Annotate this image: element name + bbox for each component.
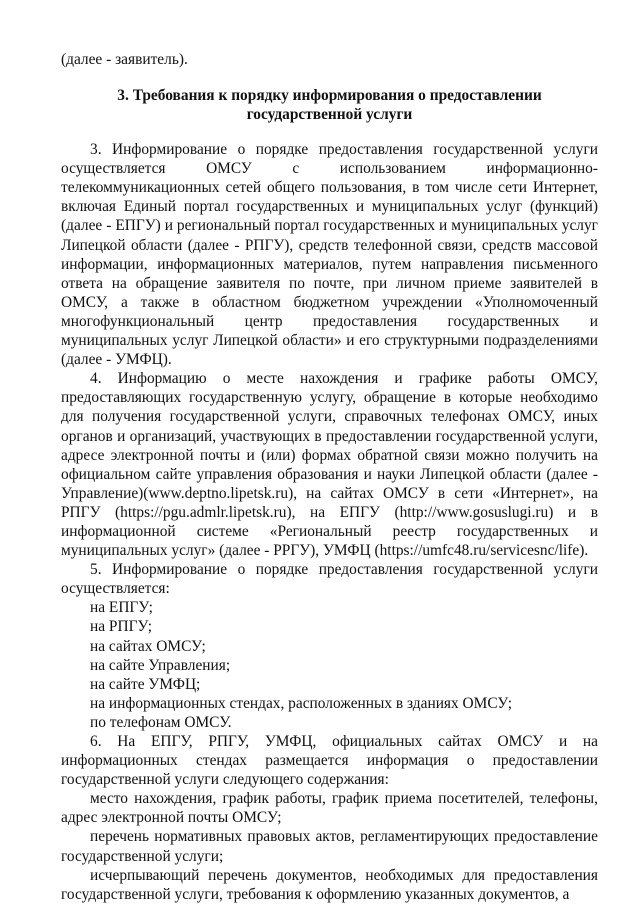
- list-item: на сайте Управления;: [90, 656, 231, 674]
- document-body: [61, 50, 598, 904]
- paragraph-5: 5. Информирование о порядке предоставления государственной услуги осуществляется:: [61, 561, 598, 598]
- list-item: на сайтах ОМСУ;: [90, 637, 206, 655]
- list-item: исчерпывающий перечень документов, необходимых для предоставления государственной услуги, требования к оформлению указанных документов, а: [61, 866, 598, 903]
- intro-tail: (далее - заявитель).: [61, 51, 188, 68]
- paragraph-3: 3. Информирование о порядке предоставления государственной услуги осуществляется ОМСУ с использованием информационно-телекоммуникационных сетей общего пользования, в том числе сети Интернет, включая Единый портал государственных и муниципальных услуг (функций) (далее - ЕПГУ) и региональный портал государственных и муниципальных услуг Липецкой области (далее - РПГУ), средств телефонной связи, средств массовой информации, информационных материалов, путем направления письменного ответа на обращение заявителя по почте, при личном приеме заявителей в ОМСУ, а также в областном бюджетном учреждении «Уполномоченный многофункциональный центр предоставления государственных и муниципальных услуг Липецкой области» и его структурными подразделениями (далее - УМФЦ).: [61, 141, 598, 369]
- list-item: перечень нормативных правовых актов, регламентирующих предоставление государственной услуги;: [61, 828, 598, 865]
- list-item: на сайте УМФЦ;: [90, 675, 201, 693]
- list-item: на РПГУ;: [90, 618, 153, 636]
- list-item: место нахождения, график работы, график приема посетителей, телефоны, адрес электронной почты ОМСУ;: [61, 790, 598, 827]
- section-heading: 3. Требования к порядку информирования о предоставлении государственной услуги: [117, 87, 542, 124]
- paragraph-4: 4. Информацию о месте нахождения и графике работы ОМСУ, предоставляющих государственную услугу, обращение в которые необходимо для получения государственной услуги, справочных телефонах ОМСУ, иных органов и организаций, участвующих в предоставлении государственной услуги, адресе электронной почты и (или) формах обратной связи можно получить на официальном сайте управления образования и науки Липецкой области (далее - Управление)(www.deptno.lipetsk.ru), на сайтах ОМСУ в сети «Интернет», на РПГУ (https://pgu.admlr.lipetsk.ru), на ЕПГУ (http://www.gosuslugi.ru) и в информационной системе «Региональный реестр государственных и муниципальных услуг» (далее - РРГУ), УМФЦ (https://umfc48.ru/servicesnc/life).: [61, 370, 598, 560]
- list-item: по телефонам ОМСУ.: [90, 713, 232, 731]
- paragraph-6: 6. На ЕПГУ, РПГУ, УМФЦ, официальных сайтах ОМСУ и на информационных стендах размещается информация о предоставлении государственной услуги следующего содержания:: [61, 733, 598, 789]
- list-item: на информационных стендах, расположенных в зданиях ОМСУ;: [90, 694, 513, 712]
- list-item: на ЕПГУ;: [90, 599, 153, 617]
